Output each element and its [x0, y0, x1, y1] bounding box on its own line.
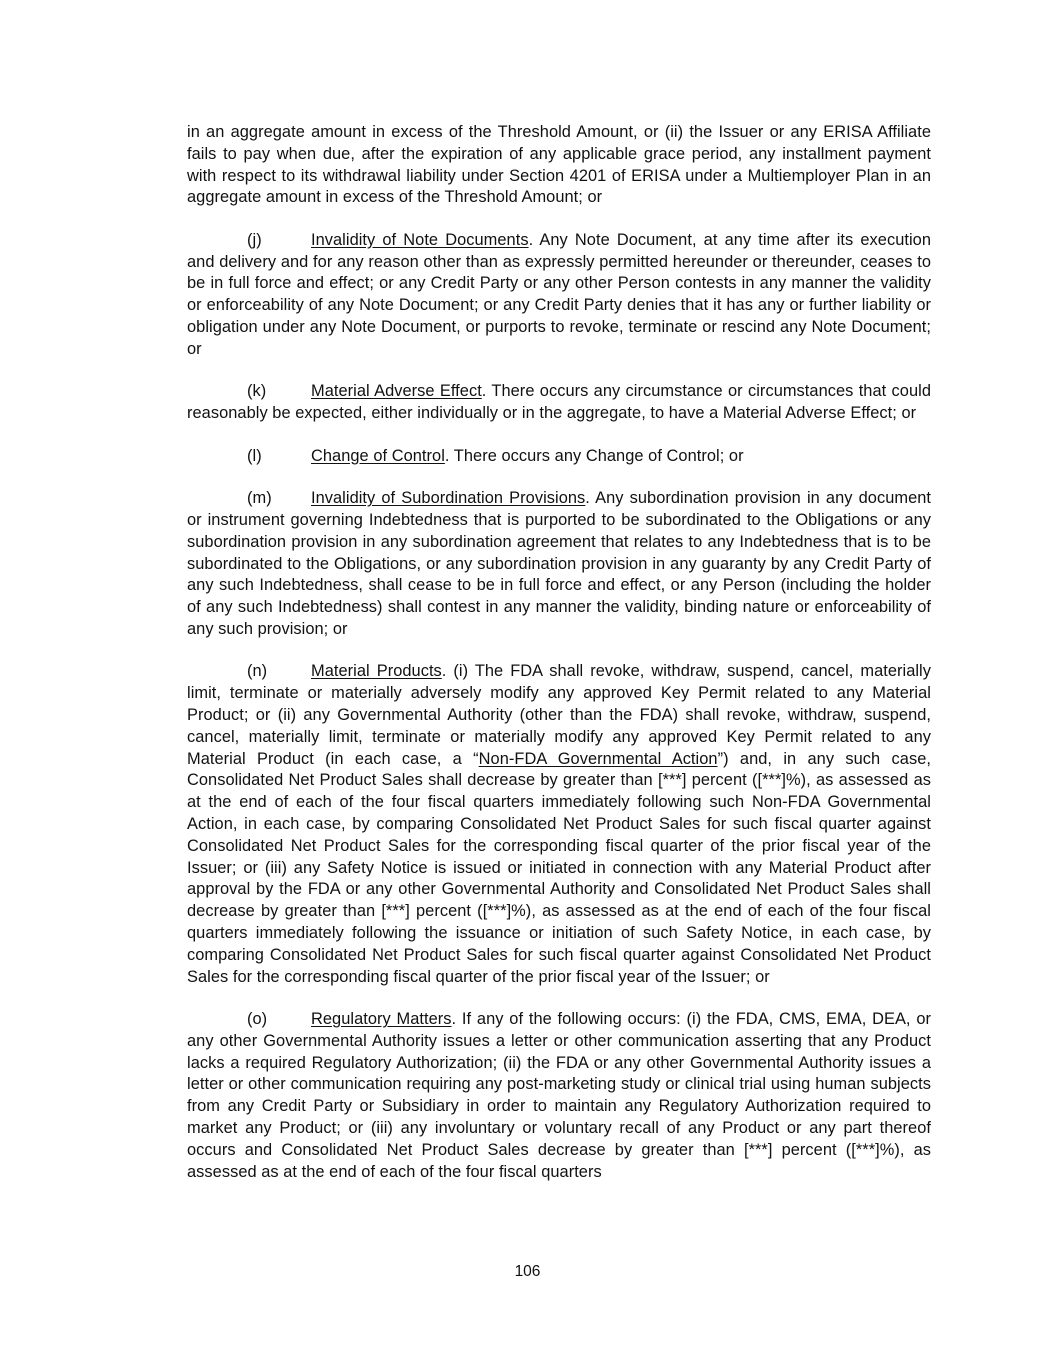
clause-number: (j) — [247, 230, 262, 249]
paragraph-l — [187, 446, 931, 468]
paragraph-text: . Any subordination provision in any document or instrument governing Indebtedness that is purported to be subordinated to the Obligations or any subordination provision in any subordination agreement that relates to any Indebtedness that is to be subordinated to the Obligations, or any subordination provision in any guaranty by any Credit Party of any such Indebtedness, shall cease to be in full force and effect, or any Person (including the holder of any such Indebtedness) shall contest in any manner the validity, binding nature or enforceability of any such provision; or — [187, 489, 931, 638]
paragraph-text: . Any Note Document, at any time after its execution and delivery and for any reason other than as expressly permitted hereunder or thereunder, ceases to be in full force and effect; or any Credit Party or any other Person contests in any manner the validity or enforceability of any Note Document; or any Credit Party denies that it has any or further liability or obligation under any Note Document, or purports to revoke, terminate or rescind any Note Document; or — [187, 230, 931, 358]
paragraph-text: . There occurs any circumstance or circumstances that could reasonably be expected, either individually or in the aggregate, to have a Material Adverse Effect; or — [187, 382, 931, 423]
paragraph-text: in an aggregate amount in excess of the Threshold Amount, or (ii) the Issuer or any ERISA Affiliate fails to pay when due, after the expiration of any applicable grace period, any installment payment with respect to its withdrawal liability under Section 4201 of ERISA under a Multiemployer Plan in an aggregate amount in excess of the Threshold Amount; or — [187, 123, 931, 207]
clause-number: (l) — [247, 446, 262, 465]
paragraph-j — [187, 230, 931, 361]
clause-heading: Change of Control — [311, 446, 445, 465]
clause-heading: Material Adverse Effect — [311, 382, 482, 401]
paragraph-text: . There occurs any Change of Control; or — [444, 446, 744, 465]
clause-heading: Invalidity of Note Documents — [311, 230, 529, 249]
document-body — [187, 122, 931, 1204]
clause-number: (k) — [247, 382, 267, 401]
paragraph-text: ”) and, in any such case, Consolidated Net Product Sales shall decrease by greater than [***] percent ([***]%), as assessed as at the end of each of the four fiscal quarters immediately following such Non-FDA Governmental Action, in each case, by comparing Consolidated Net Product Sales for such fiscal quarter against Consolidated Net Product Sales for the corresponding fiscal quarter of the prior fiscal year of the Issuer; or (iii) any Safety Notice is issued or initiated in connection with any Material Product after approval by the FDA or any other Governmental Authority and Consolidated Net Product Sales shall decrease by greater than [***] percent ([***]%), as assessed as at the end of each of the four fiscal quarters immediately following the issuance or initiation of such Safety Notice, in each case, by comparing Consolidated Net Product Sales for such fiscal quarter against Consolidated Net Product Sales for the corresponding fiscal quarter of the prior fiscal year of the Issuer; or — [187, 749, 931, 986]
paragraph-text: . If any of the following occurs: (i) the FDA, CMS, EMA, DEA, or any other Governmental Authority issues a letter or other communication asserting that any Product lacks a required Regulatory Authorization; (ii) the FDA or any other Governmental Authority issues a letter or other communication requiring any post-marketing study or clinical trial using human subjects from any Credit Party or Subsidiary in order to maintain any Regulatory Authorization required to market any Product; or (iii) any involuntary or voluntary recall of any Product or any part thereof occurs and Consolidated Net Product Sales decrease by greater than [***] percent ([***]%), as assessed as at the end of each of the four fiscal quarters — [187, 1010, 931, 1181]
paragraph-k — [187, 381, 931, 425]
paragraph-n — [187, 661, 931, 988]
paragraph-m — [187, 488, 931, 641]
clause-heading: Invalidity of Subordination Provisions — [311, 489, 586, 508]
defined-term: Non-FDA Governmental Action — [478, 749, 718, 768]
clause-number: (n) — [247, 662, 268, 681]
clause-number: (o) — [247, 1010, 268, 1029]
clause-number: (m) — [247, 489, 272, 508]
paragraph-o — [187, 1009, 931, 1183]
clause-heading: Material Products — [311, 662, 442, 681]
paragraph-continuation — [187, 122, 931, 209]
paragraph-text: . (i) The FDA shall revoke, withdraw, suspend, cancel, materially limit, terminate or materially adversely modify any approved Key Permit related to any Material Product; or (ii) any Governmental Authority (other than the FDA) shall revoke, withdraw, suspend, cancel, materially limit, terminate or materially modify any approved Key Permit related to any Material Product (in each case, a “ — [187, 662, 931, 768]
page-number: 106 — [514, 1263, 541, 1280]
clause-heading: Regulatory Matters — [311, 1010, 452, 1029]
